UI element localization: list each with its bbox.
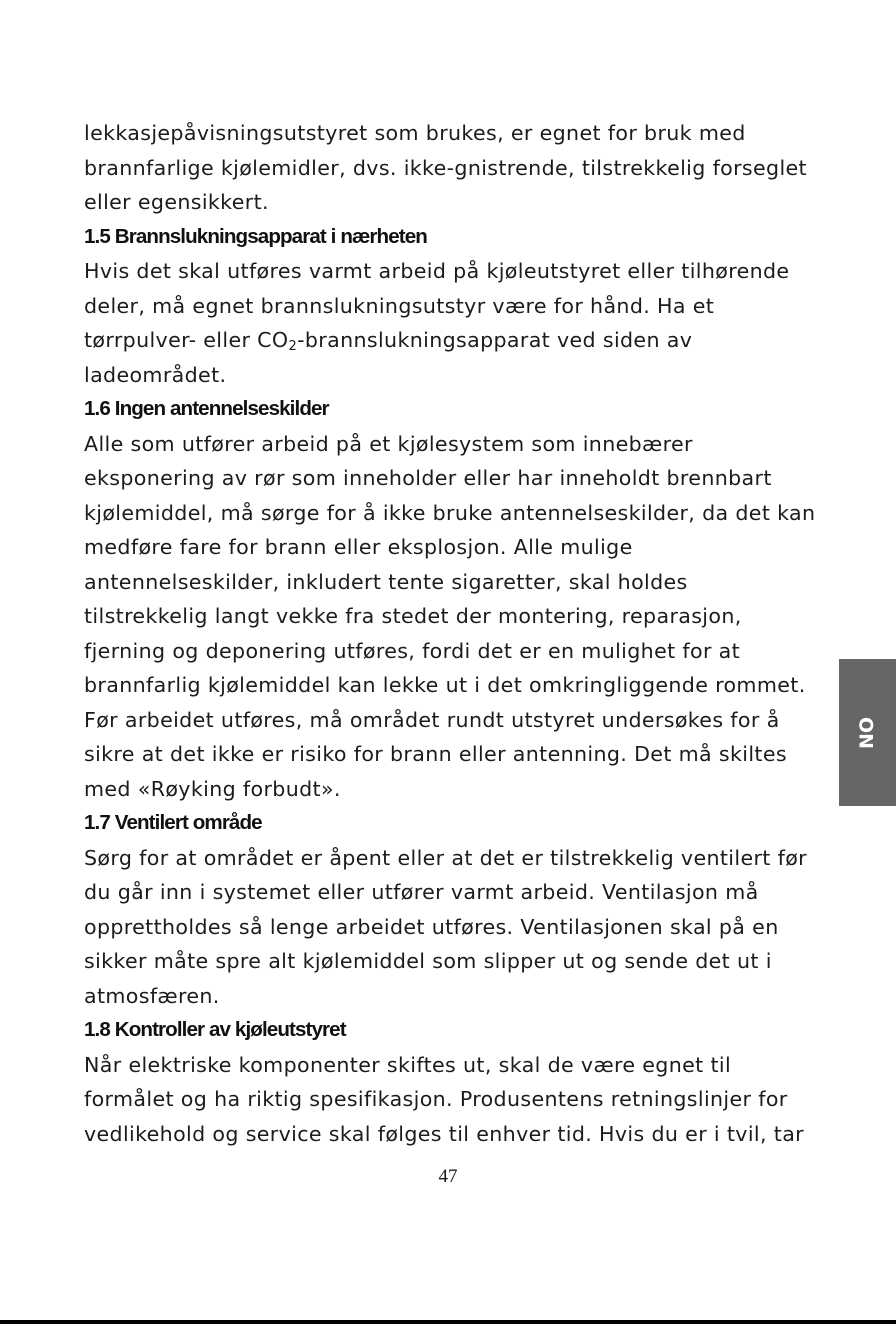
text-line: sikre at det ikke er risiko for brann eller antenning. Det må skiltes (84, 742, 787, 766)
text-line: brannfarlige kjølemidler, dvs. ikke-gnistrende, tilstrekkelig forseglet (84, 155, 807, 180)
text-line: Sørg for at området er åpent eller at det er tilstrekkelig ventilert før (84, 845, 807, 870)
text-line: atmosfæren. (84, 983, 220, 1008)
text-line: vedlikehold og service skal følges til enhver tid. Hvis du er i tvil, tar (84, 1121, 804, 1146)
text-line: kjølemiddel, må sørge for å ikke bruke antennelseskilder, da det kan (84, 500, 816, 525)
section-heading: 1.8 Kontroller av kjøleutstyret (84, 1018, 346, 1041)
language-tab (839, 659, 896, 806)
section-1-6 (84, 392, 824, 806)
language-tab-label: NO (856, 716, 879, 749)
text-line: Før arbeidet utføres, må området rundt utstyret undersøkes for å (84, 707, 780, 732)
section-heading: 1.7 Ventilert område (84, 811, 262, 834)
section-1-8 (84, 1013, 824, 1151)
text-line: Når elektriske komponenter skiftes ut, skal de være egnet til (84, 1052, 732, 1077)
page-body (84, 116, 824, 1151)
text-line: Hvis det skal utføres varmt arbeid på kjøleutstyret eller tilhørende (84, 259, 790, 283)
page-number: 47 (438, 1166, 458, 1187)
text-line: ladeområdet. (84, 362, 227, 387)
text-line: deler, må egnet brannslukningsutstyr være for hånd. Ha et (84, 293, 715, 318)
bottom-divider (0, 1320, 896, 1324)
section-heading: 1.6 Ingen antennelseskilder (84, 397, 329, 420)
text-line: lekkasjepåvisningsutstyret som brukes, er egnet for bruk med (84, 121, 746, 145)
subscript-two: 2 (288, 339, 298, 354)
text-line: tilstrekkelig langt vekke fra stedet der montering, reparasjon, (84, 604, 742, 628)
text-line: eksponering av rør som inneholder eller har inneholdt brennbart (84, 466, 772, 490)
text-line: med «Røyking forbudt». (84, 776, 341, 801)
text-line: sikker måte spre alt kjølemiddel som slipper ut og sende det ut i (84, 949, 772, 973)
text-line: Alle som utfører arbeid på et kjølesystem som innebærer (84, 431, 693, 456)
text-line (84, 323, 824, 358)
text-line: eller egensikkert. (84, 190, 269, 214)
section-1-7 (84, 806, 824, 1013)
intro-paragraph (84, 116, 824, 220)
section-1-5 (84, 220, 824, 393)
text-line: medføre fare for brann eller eksplosjon. Alle mulige (84, 535, 633, 559)
text-line: formålet og ha riktig spesifikasjon. Produsentens retningslinjer for (84, 1087, 788, 1111)
text-line: antennelseskilder, inkludert tente sigaretter, skal holdes (84, 569, 688, 594)
text-segment: -brannslukningsapparat ved siden av (297, 328, 693, 352)
text-segment: tørrpulver- eller CO (84, 328, 289, 352)
text-line: du går inn i systemet eller utfører varmt arbeid. Ventilasjon må (84, 880, 759, 904)
text-line: brannfarlig kjølemiddel kan lekke ut i det omkringliggende rommet. (84, 673, 806, 697)
text-line: fjerning og deponering utføres, fordi det er en mulighet for at (84, 638, 741, 663)
text-line: opprettholdes så lenge arbeidet utføres. Ventilasjonen skal på en (84, 914, 779, 939)
section-heading: 1.5 Brannslukningsapparat i nærheten (84, 224, 427, 248)
